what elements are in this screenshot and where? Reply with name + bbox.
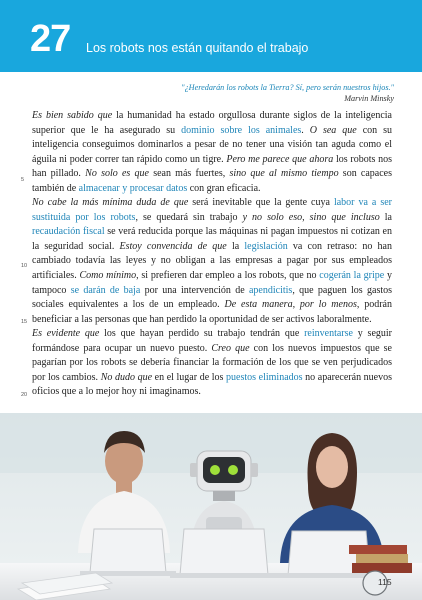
- highlighted-phrase: puestos eliminados: [226, 371, 303, 383]
- text-segment: con su inteligencia conseguimos dominarlos a pesar de no tener una visión tan aguda como el águila ni poder correr tan rápido como un tigre.: [32, 124, 392, 165]
- chapter-header: [0, 0, 422, 72]
- connector-phrase: No solo es que: [85, 168, 149, 180]
- text-segment: no aparecerán nuevos oficios que a lo mejor hoy ni imaginamos.: [32, 371, 393, 398]
- text-segment: se verá reducida porque las máquinas ni pagan impuestos ni cotizan en la seguridad social.: [32, 226, 392, 252]
- highlighted-phrase: reinventarse: [304, 328, 353, 340]
- highlighted-phrase: dominio sobre los animales: [181, 124, 302, 136]
- text-segment: sean más fuertes,: [148, 168, 230, 180]
- highlighted-phrase: cogerán la gripe: [319, 270, 385, 282]
- highlighted-phrase: legislación: [244, 240, 288, 252]
- laptop-center: [170, 529, 278, 578]
- text-segment: la: [226, 240, 245, 252]
- book-stack: [349, 545, 412, 573]
- connector-phrase: Como mínimo: [79, 270, 137, 282]
- connector-phrase: Estoy convencida de que: [119, 240, 227, 252]
- text-segment: , que paguen los gastos sociales equivalentes a los de un empleado.: [32, 284, 392, 311]
- paragraph: [32, 109, 392, 196]
- line-number: 10: [21, 263, 28, 269]
- text-segment: , se quedará sin trabajo: [135, 211, 243, 223]
- chapter-title: Los robots nos están quitando el trabajo: [86, 41, 309, 55]
- connector-phrase: De esta manera, por lo menos: [224, 299, 357, 311]
- connector-phrase: No cabe la más mínima duda de que: [32, 197, 189, 209]
- connector-phrase: Pero me parece que ahora: [226, 153, 334, 165]
- paragraph: [32, 327, 392, 400]
- text-segment: va con retraso: no han cambiado todavía las leyes y no obligan a las empresas a pagar por sus empleados artificiales.: [32, 240, 392, 282]
- paragraph: [32, 196, 392, 327]
- chapter-number: 27: [30, 18, 71, 60]
- text-segment: con los nuevos impuestos que se pagarían por los robots se debería financiar la formación de los que se ven perjudicados por los cambios.: [32, 342, 392, 383]
- text-segment: y seguir formándose para ocupar un nuevo puesto.: [32, 328, 392, 354]
- connector-phrase: y no solo eso, sino que incluso: [242, 211, 380, 223]
- connector-phrase: No dudo que: [100, 371, 153, 383]
- text-segment: los que hayan perdido su trabajo tendrán que: [99, 328, 305, 340]
- connector-phrase: Es evidente que: [32, 328, 100, 340]
- connector-phrase: Creo que: [211, 342, 250, 354]
- connector-phrase: sino que al mismo tiempo: [229, 168, 339, 180]
- highlighted-phrase: recaudación fiscal: [32, 226, 105, 238]
- highlighted-phrase: se darán de baja: [70, 284, 141, 296]
- body-text: [32, 109, 392, 400]
- highlighted-phrase: apendicitis: [248, 284, 293, 296]
- connector-phrase: O sea que: [309, 124, 357, 136]
- page-number-badge: [364, 570, 410, 596]
- text-segment: por una intervención de: [140, 284, 249, 296]
- text-segment: la: [379, 211, 392, 223]
- epigraph-text: "¿Heredarán los robots la Tierra? Sí, pero serán nuestros hijos.": [181, 83, 394, 92]
- connector-phrase: Es bien sabido que: [32, 110, 113, 121]
- line-number: 5: [21, 177, 25, 183]
- text-segment: será inevitable que la gente cuya: [188, 197, 334, 209]
- text-segment: , si prefieren dar empleo a los robots, que no: [136, 270, 320, 282]
- text-segment: .: [301, 124, 310, 136]
- text-segment: con gran eficacia.: [187, 182, 261, 194]
- text-segment: en el lugar de los: [152, 371, 227, 383]
- line-number: 15: [21, 319, 28, 325]
- highlighted-phrase: labor va a ser sustituida por los robots: [32, 197, 392, 223]
- highlighted-phrase: almacenar y procesar datos: [78, 182, 188, 194]
- text-segment: son capaces también de: [32, 168, 393, 194]
- laptop-left: [80, 529, 176, 576]
- text-segment: la humanidad ha estado orgullosa durante siglos de la inteligencia superior que le ha asegurado su: [32, 110, 392, 136]
- office-photo: [0, 413, 422, 600]
- epigraph: [94, 82, 394, 104]
- office-scene-illustration: [0, 413, 422, 600]
- epigraph-author: Marvin Minsky: [344, 94, 394, 103]
- page-number: 115: [378, 577, 392, 587]
- line-number: 20: [21, 392, 28, 398]
- text-segment: y tampoco: [32, 270, 392, 296]
- text-segment: los robots nos han pillado.: [32, 153, 393, 180]
- text-segment: , podrán beneficiar a las personas que han perdido la oportunidad de ser activos laboralmente.: [32, 299, 392, 325]
